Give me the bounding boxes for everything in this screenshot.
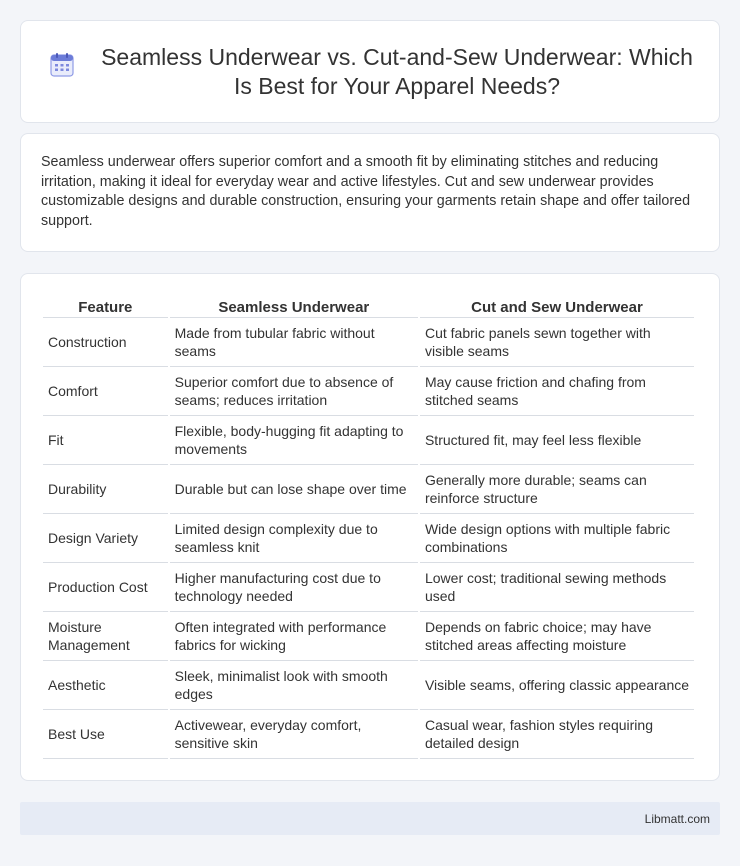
cut-and-sew-cell: Cut fabric panels sewn together with visible seams	[420, 318, 694, 367]
seamless-cell: Higher manufacturing cost due to technology needed	[170, 563, 418, 612]
table-row	[43, 612, 694, 661]
title-card	[20, 20, 720, 123]
cut-and-sew-cell: Casual wear, fashion styles requiring detailed design	[420, 710, 694, 759]
feature-cell: Comfort	[43, 367, 168, 416]
feature-cell: Moisture Management	[43, 612, 168, 661]
table-row	[43, 416, 694, 465]
feature-cell: Aesthetic	[43, 661, 168, 710]
calendar-icon	[49, 52, 75, 78]
seamless-cell: Flexible, body-hugging fit adapting to movements	[170, 416, 418, 465]
header-seamless: Seamless Underwear	[170, 296, 418, 318]
seamless-cell: Durable but can lose shape over time	[170, 465, 418, 514]
seamless-cell: Made from tubular fabric without seams	[170, 318, 418, 367]
cut-and-sew-cell: Wide design options with multiple fabric combinations	[420, 514, 694, 563]
table-row	[43, 710, 694, 759]
cut-and-sew-cell: Structured fit, may feel less flexible	[420, 416, 694, 465]
intro-card	[20, 133, 720, 252]
footer	[20, 802, 720, 835]
feature-cell: Durability	[43, 465, 168, 514]
footer-site-link[interactable]: Libmatt.com	[644, 811, 710, 826]
header-feature: Feature	[43, 296, 168, 318]
cut-and-sew-cell: Visible seams, offering classic appearance	[420, 661, 694, 710]
feature-cell: Production Cost	[43, 563, 168, 612]
cut-and-sew-cell: Lower cost; traditional sewing methods used	[420, 563, 694, 612]
seamless-cell: Activewear, everyday comfort, sensitive skin	[170, 710, 418, 759]
page-title: Seamless Underwear vs. Cut-and-Sew Underwear: Which Is Best for Your Apparel Needs?	[101, 43, 693, 99]
comparison-card	[20, 273, 720, 781]
seamless-cell: Sleek, minimalist look with smooth edges	[170, 661, 418, 710]
feature-cell: Design Variety	[43, 514, 168, 563]
seamless-cell: Often integrated with performance fabrics for wicking	[170, 612, 418, 661]
cut-and-sew-cell: May cause friction and chafing from stitched seams	[420, 367, 694, 416]
comparison-table	[41, 296, 696, 759]
intro-paragraph: Seamless underwear offers superior comfort and a smooth fit by eliminating stitches and reducing irritation, making it ideal for everyday wear and active lifestyles. Cut and sew underwear provides customizable designs and durable construction, ensuring your garments retain shape and offer tailored support.	[41, 154, 691, 229]
feature-cell: Fit	[43, 416, 168, 465]
feature-cell: Best Use	[43, 710, 168, 759]
table-row	[43, 661, 694, 710]
table-row	[43, 563, 694, 612]
seamless-cell: Superior comfort due to absence of seams; reduces irritation	[170, 367, 418, 416]
table-row	[43, 318, 694, 367]
table-row	[43, 465, 694, 514]
cut-and-sew-cell: Generally more durable; seams can reinforce structure	[420, 465, 694, 514]
header-cut-and-sew: Cut and Sew Underwear	[420, 296, 694, 318]
table-row	[43, 367, 694, 416]
feature-cell: Construction	[43, 318, 168, 367]
table-row	[43, 514, 694, 563]
table-header-row	[43, 296, 694, 318]
cut-and-sew-cell: Depends on fabric choice; may have stitched areas affecting moisture	[420, 612, 694, 661]
seamless-cell: Limited design complexity due to seamless knit	[170, 514, 418, 563]
